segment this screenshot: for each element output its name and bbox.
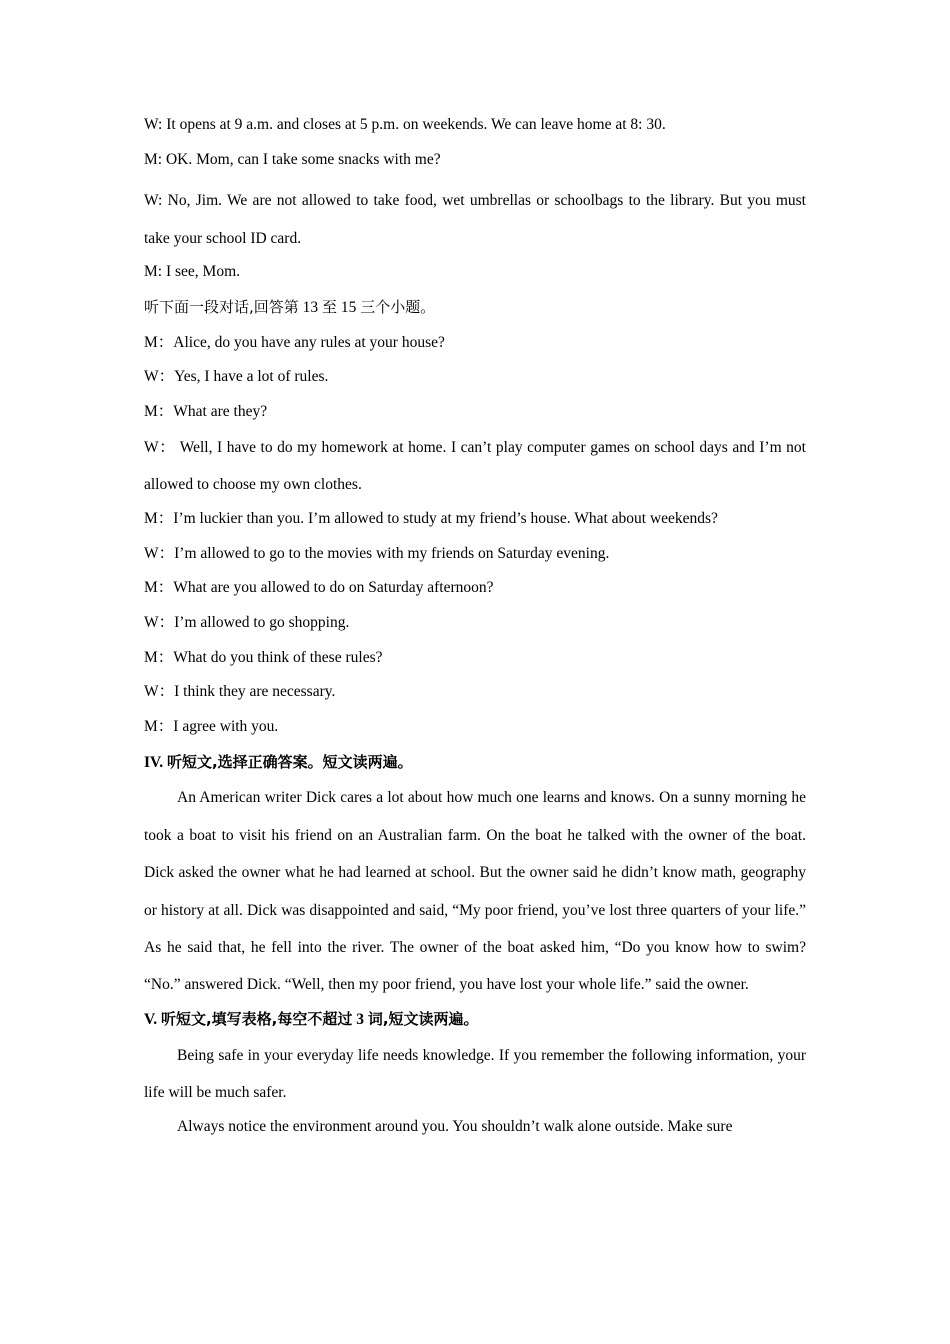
dialogue-line: W：I think they are necessary.: [144, 683, 336, 701]
dialogue-line-m-snacks: M: OK. Mom, can I take some snacks with me?: [144, 150, 441, 168]
dialogue-line: M：What are you allowed to do on Saturday afternoon?: [144, 579, 494, 597]
dialogue-line-w-opening-hours: W: It opens at 9 a.m. and closes at 5 p.m. on weekends. We can leave home at 8: 30.: [144, 116, 666, 133]
section-heading-v: [144, 1007, 806, 1032]
dialogue-line: W：I’m allowed to go shopping.: [144, 613, 350, 631]
passage-iv: An American writer Dick cares a lot about how much one learns and knows. On a sunny morning he took a boat to visit his friend on an Australian farm. On the boat he talked with the owner of the boat. Dick asked the owner what he had learned at school. But the owner said he didn’t know math, geography or history at all. Dick was disappointed and said, “My poor friend, you’ve lost three quarters of your life.” As he said that, he fell into the river. The owner of the boat asked him, “Do you know how to swim? “No.” answered Dick. “Well, then my poor friend, you have lost your whole life.” said the owner.: [144, 789, 806, 994]
dialogue-line: M：Alice, do you have any rules at your house?: [144, 333, 445, 351]
section-v-num: 3: [356, 1010, 364, 1028]
section-v-title-a: 听短文,填写表格,每空不超过: [160, 1009, 353, 1028]
dialogue-line: W：I’m allowed to go to the movies with my friends on Saturday evening.: [144, 544, 610, 562]
dialogue-line: M：What do you think of these rules?: [144, 648, 383, 666]
dialogue-line: M：I agree with you.: [144, 717, 279, 735]
section-v-roman: V.: [144, 1010, 158, 1028]
heading-suffix: 三个小题。: [360, 298, 436, 317]
dialogue-para-w-well: W： Well, I have to do my homework at home. I can’t play computer games on school days and I’m not allowed to choose my own clothes.: [144, 438, 806, 494]
dialogue-para-w-not-allowed: W: No, Jim. We are not allowed to take food, wet umbrellas or schoolbags to the library. But you must take your school ID card.: [144, 192, 806, 247]
section-iv-roman: IV.: [144, 753, 164, 771]
section-heading-iv: [144, 750, 806, 775]
dialogue-line: W：Yes, I have a lot of rules.: [144, 368, 329, 386]
heading-num1: 13: [302, 299, 319, 317]
dialogue-line: M：What are they?: [144, 403, 268, 421]
heading-prefix: 听下面一段对话,回答第: [144, 298, 299, 317]
dialogue-line-m-see: M: I see, Mom.: [144, 263, 241, 281]
section-heading-questions-13-15: [144, 295, 806, 320]
heading-num2: 15: [340, 299, 357, 317]
dialogue-line: M：I’m luckier than you. I’m allowed to study at my friend’s house. What about weekends?: [144, 509, 718, 527]
section-v-title-b: 词,短文读两遍。: [367, 1009, 479, 1028]
passage-v-para1: Being safe in your everyday life needs knowledge. If you remember the following information, your life will be much safer.: [144, 1046, 806, 1102]
heading-mid: 至: [322, 298, 338, 317]
section-iv-title: 听短文,选择正确答案。短文读两遍。: [166, 752, 413, 771]
passage-v-para2: Always notice the environment around you. You shouldn’t walk alone outside. Make sure: [177, 1117, 733, 1135]
document-page: [144, 113, 806, 1149]
